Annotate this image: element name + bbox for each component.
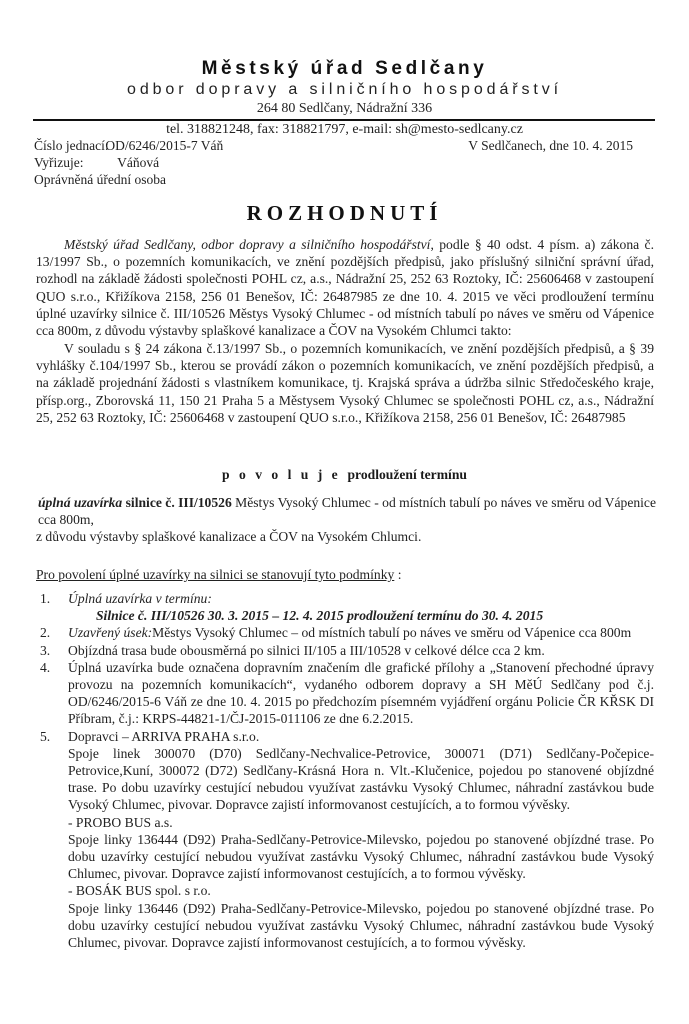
permits-rest: prodloužení termínu [340, 467, 467, 482]
issuer-name: Městský úřad Sedlčany, odbor dopravy a silničního hospodářství [64, 237, 431, 252]
office-name: Městský úřad Sedlčany [201, 58, 488, 79]
closure-reason: z důvodu výstavby splaškové kanalizace a ČOV na Vysokém Chlumci. [36, 529, 422, 544]
carrier-details: Spoje linek 300070 (D70) Sedlčany-Nechvalice-Petrovice, 300071 (D71) Sedlčany-Počepice-Petrovice,Kuní, 300072 (D72) Sedlčany-Krásná Hora n. Vlt.-Klučenice, pojedou po stanovené objízdné trase. Po dobu uzavírky cestující nebudou využívat zastávku Vysoký Chlumec, náhradní zastávkou bude Vysoký Chlumec, pivovar. Dopravce zajistí informovanost cestujících, a to formou vývěsky. [68, 745, 654, 813]
carrier-name: - PROBO BUS a.s. [68, 814, 173, 830]
reference-number-row [34, 138, 223, 154]
office-address: 264 80 Sedlčany, Nádražní 336 [256, 101, 433, 116]
closure-statement [38, 494, 656, 528]
condition-item: 1. Úplná uzavírka v termínu: Silnice č. III/10526 30. 3. 2015 – 12. 4. 2015 prodloužení termínu do 30. 4. 2015 [36, 590, 654, 624]
condition-label: Uzavřený úsek: [68, 625, 153, 641]
permits-heading [0, 467, 689, 483]
handler-row [34, 155, 159, 171]
conditions-heading: Pro povolení úplné uzavírky na silnici se stanovují tyto podmínky : [36, 567, 402, 582]
page-title: ROZHODNUTÍ [246, 201, 443, 225]
department-name: odbor dopravy a silničního hospodářství [127, 81, 562, 98]
decision-text: , podle § 40 odst. 4 písm. a) zákona č. 13/1997 Sb., o pozemních komunikacích, ve znění pozdějších předpisů, jako příslušný silniční správní úřad, rozhodl na základě žádosti společnosti POHL cz, a.s., Nádražní 25, 252 63 Roztoky, IČ: 25606468 v zastoupení QUO s.r.o., Křižíkova 2158, 256 01 Benešov, IČ: 26487985 ze dne 10. 4. 2015 ve věci prodloužení termínu úplné uzavírky silnice č. III/10526 Městys Vysoký Chlumec - od místních tabulí po náves ve směru od Vápenice cca 800m, z důvodu výstavby splaškové kanalizace a ČOV na Vysokém Chlumci takto: [36, 237, 654, 339]
condition-item: 2. Uzavřený úsek:Městys Vysoký Chlumec – od místních tabulí po náves ve směru od Vápenice cca 800m [40, 625, 632, 641]
closure-type: úplná uzavírka [38, 495, 123, 510]
condition-label: Úplná uzavírka v termínu: [68, 591, 212, 606]
carrier-details: Spoje linky 136446 (D92) Praha-Sedlčany-Petrovice-Milevsko, pojedou po stanovené objízdné trase. Po dobu uzavírky cestující nebudou využívat zastávku Vysoký Chlumec, náhradní zastávkou bude Vysoký Chlumec, pivovar. Dopravce zajistí informovanost cestujících, a to formou vývěsky. [68, 900, 654, 951]
carrier-name: - BOSÁK BUS spol. s r.o. [68, 883, 211, 899]
road-number: silnice č. III/10526 [122, 495, 232, 510]
legal-basis-paragraph: V souladu s § 24 zákona č.13/1997 Sb., o pozemních komunikacích, ve znění pozdějších předpisů, a § 39 vyhlášky č.104/1997 Sb., kterou se provádí zákon o pozemních komunikacích, ve znění pozdějších předpisů, a na základě projednání žádosti s vlastníkem komunikace, tj. Krajská správa a údržba silnic Středočeského kraje, přísp.org., Zborovská 11, 150 21 Praha 5 a Městysem Vysoký Chlumec se společnosti POHL cz, a.s., Nádražní 25, 252 63 Roztoky, IČ: 25606468 v zastoupení QUO s.r.o., Křižíkova 2158, 256 01 Benešov, IČ: 26487985 [36, 341, 654, 425]
condition-item: 4. Úplná uzavírka bude označena dopravním značením dle grafické přílohy a „Stanovení přechodné úpravy provozu na pozemních komunikacích“, vydaného odborem dopravy a SH MěÚ Sedlčany pod č.j. OD/6246/2015-6 Váň ze dne 10. 4. 2015 po předchozím písemném vyjádření orgánu Policie ČR KŘSK DI Příbram, č.j.: KRPS-44821-1/ČJ-2015-011106 ze dne 6.2.2015. [40, 659, 654, 727]
carrier-name: Dopravci – ARRIVA PRAHA s.r.o. [68, 728, 260, 744]
decision-paragraph [36, 236, 654, 339]
handler-label: Vyřizuje: [34, 155, 84, 170]
reference-value: OD/6246/2015-7 Váň [105, 138, 224, 153]
conditions-heading-text: Pro povolení úplné uzavírky na silnici se stanovují tyto podmínky [36, 567, 395, 582]
condition-item: 3. Objízdná trasa bude obousměrná po silnici II/105 a III/10528 v celkové délce cca 2 km. [40, 642, 545, 658]
place-date: V Sedlčanech, dne 10. 4. 2015 [468, 138, 633, 153]
closure-dates: Silnice č. III/10526 30. 3. 2015 – 12. 4. 2015 prodloužení termínu do 30. 4. 2015 [96, 608, 544, 624]
permits-word: p o v o l u j e [222, 467, 341, 482]
conditions-list [36, 590, 654, 951]
handler-value: Váňová [117, 155, 160, 170]
carrier-details: Spoje linky 136444 (D92) Praha-Sedlčany-Petrovice-Milevsko, pojedou po stanovené objízdné trase. Po dobu uzavírky cestující nebudou využívat zastávku Vysoký Chlumec, náhradní zastávkou bude Vysoký Chlumec, pivovar. Dopravce zajistí informovanost cestujících, a to formou vývěsky. [68, 831, 654, 882]
closure-section: Městys Vysoký Chlumec - od místních tabulí po náves ve směru od Vápenice cca 800m, [38, 495, 656, 528]
contact-line: tel. 318821248, fax: 318821797, e-mail: sh@mesto-sedlcany.cz [166, 122, 523, 137]
header-divider [33, 119, 655, 121]
authorized-person: Oprávněná úřední osoba [34, 172, 166, 187]
reference-label: Číslo jednací: [34, 138, 109, 153]
condition-item: 5. Dopravci – ARRIVA PRAHA s.r.o. Spoje linek 300070 (D70) Sedlčany-Nechvalice-Petrovice, 300071 (D71) Sedlčany-Počepice-Petrovice,Kuní, 300072 (D72) Sedlčany-Krásná Hora n. Vlt.-Klučenice, pojedou po stanovené objízdné trase. Po dobu uzavírky cestující nebudou využívat zastávku Vysoký Chlumec, náhradní zastávkou bude Vysoký Chlumec, pivovar. Dopravce zajistí informovanost cestujících, a to formou vývěsky. - PROBO BUS a.s. Spoje linky 136444 (D92) Praha-Sedlčany-Petrovice-Milevsko, pojedou po stanovené objízdné trase. Po dobu uzavírky cestující nebudou využívat zastávku Vysoký Chlumec, náhradní zastávkou bude Vysoký Chlumec, pivovar. Dopravce zajistí informovanost cestujících, a to formou vývěsky. - BOSÁK BUS spol. s r.o. Spoje linky 136446 (D92) Praha-Sedlčany-Petrovice-Milevsko, pojedou po stanovené objízdné trase. Po dobu uzavírky cestující nebudou využívat zastávku Vysoký Chlumec, náhradní zastávkou bude Vysoký Chlumec, pivovar. Dopravce zajistí informovanost cestujících, a to formou vývěsky. [40, 728, 654, 951]
